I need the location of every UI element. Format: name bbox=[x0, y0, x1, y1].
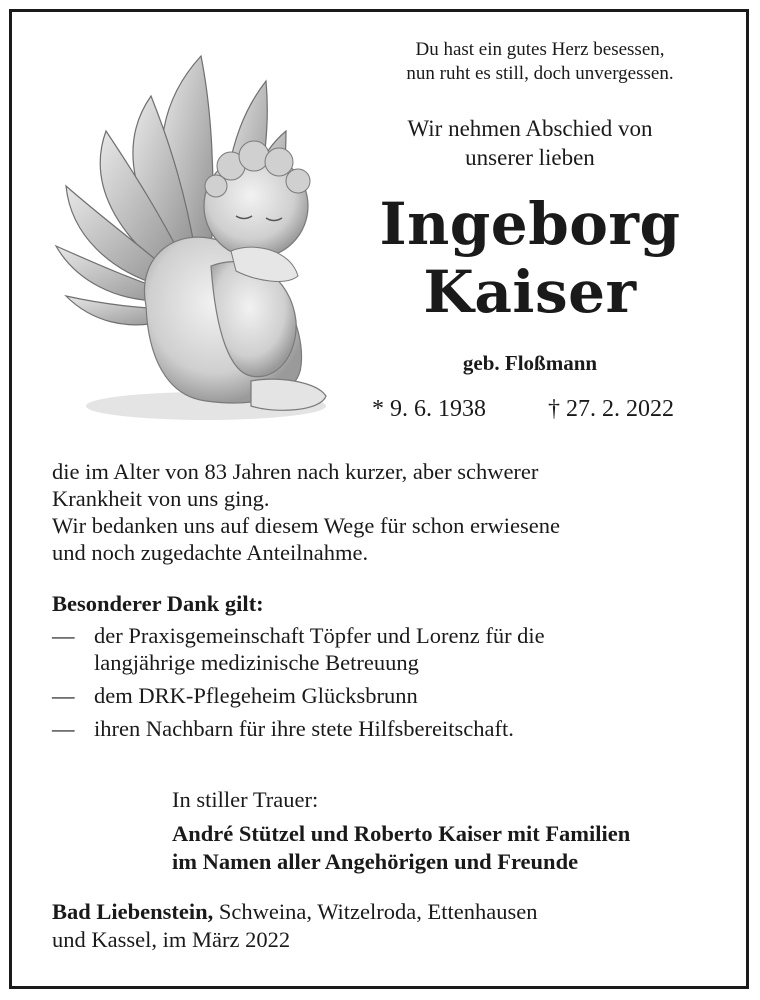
place-rest: Schweina, Witzelroda, Ettenhausen bbox=[213, 899, 538, 924]
notice-body bbox=[52, 458, 732, 566]
thanks-item-1-line-2: langjährige medizinische Betreuung bbox=[94, 650, 419, 675]
thanks-heading: Besonderer Dank gilt: bbox=[52, 591, 264, 616]
place-line-1 bbox=[52, 898, 732, 926]
body-paragraph-1-line-2: Krankheit von uns ging. bbox=[52, 486, 270, 511]
angel-figurine-image bbox=[36, 36, 336, 436]
thanks-item-3 bbox=[52, 715, 732, 742]
death-date: † 27. 2. 2022 bbox=[548, 396, 674, 422]
deceased-last-name: Kaiser bbox=[423, 258, 637, 326]
mourners-line-1: André Stützel und Roberto Kaiser mit Familien bbox=[172, 821, 631, 846]
thanks-item-1-line-1: der Praxisgemeinschaft Töpfer und Lorenz für die bbox=[94, 623, 545, 648]
verse-line-1: Du hast ein gutes Herz besessen, bbox=[415, 39, 665, 60]
farewell-intro bbox=[330, 114, 730, 172]
birth-date: * 9. 6. 1938 bbox=[372, 396, 486, 422]
place-and-date bbox=[52, 898, 732, 954]
mourners-line-2: im Namen aller Angehörigen und Freunde bbox=[172, 849, 579, 874]
farewell-line-2: unserer lieben bbox=[465, 145, 595, 170]
dash-bullet: — bbox=[52, 623, 75, 648]
place-line-2: und Kassel, im März 2022 bbox=[52, 927, 291, 952]
deceased-first-name: Ingeborg bbox=[379, 190, 681, 258]
thanks-item-2 bbox=[52, 682, 732, 709]
body-paragraph-1 bbox=[52, 458, 732, 512]
dash-bullet: — bbox=[52, 683, 75, 708]
verse-line-2: nun ruht es still, doch unvergessen. bbox=[406, 63, 674, 84]
place-bold: Bad Liebenstein, bbox=[52, 899, 214, 924]
farewell-line-1: Wir nehmen Abschied von bbox=[407, 116, 653, 141]
memorial-verse bbox=[340, 38, 740, 86]
thanks-item-2-text: dem DRK-Pflegeheim Glücksbrunn bbox=[94, 683, 418, 708]
body-paragraph-2-line-2: und noch zugedachte Anteilnahme. bbox=[52, 540, 369, 565]
birth-name: geb. Floßmann bbox=[462, 351, 598, 375]
mourning-label: In stiller Trauer: bbox=[172, 787, 319, 812]
dash-bullet: — bbox=[52, 716, 75, 741]
thanks-item-1 bbox=[52, 622, 732, 676]
thanks-list bbox=[52, 622, 732, 748]
mourners bbox=[172, 820, 630, 876]
thanks-item-3-text: ihren Nachbarn für ihre stete Hilfsbereitschaft. bbox=[94, 716, 514, 741]
body-paragraph-2 bbox=[52, 512, 732, 566]
body-paragraph-1-line-1: die im Alter von 83 Jahren nach kurzer, aber schwerer bbox=[52, 459, 539, 484]
deceased-name bbox=[330, 190, 730, 326]
body-paragraph-2-line-1: Wir bedanken uns auf diesem Wege für schon erwiesene bbox=[52, 513, 560, 538]
